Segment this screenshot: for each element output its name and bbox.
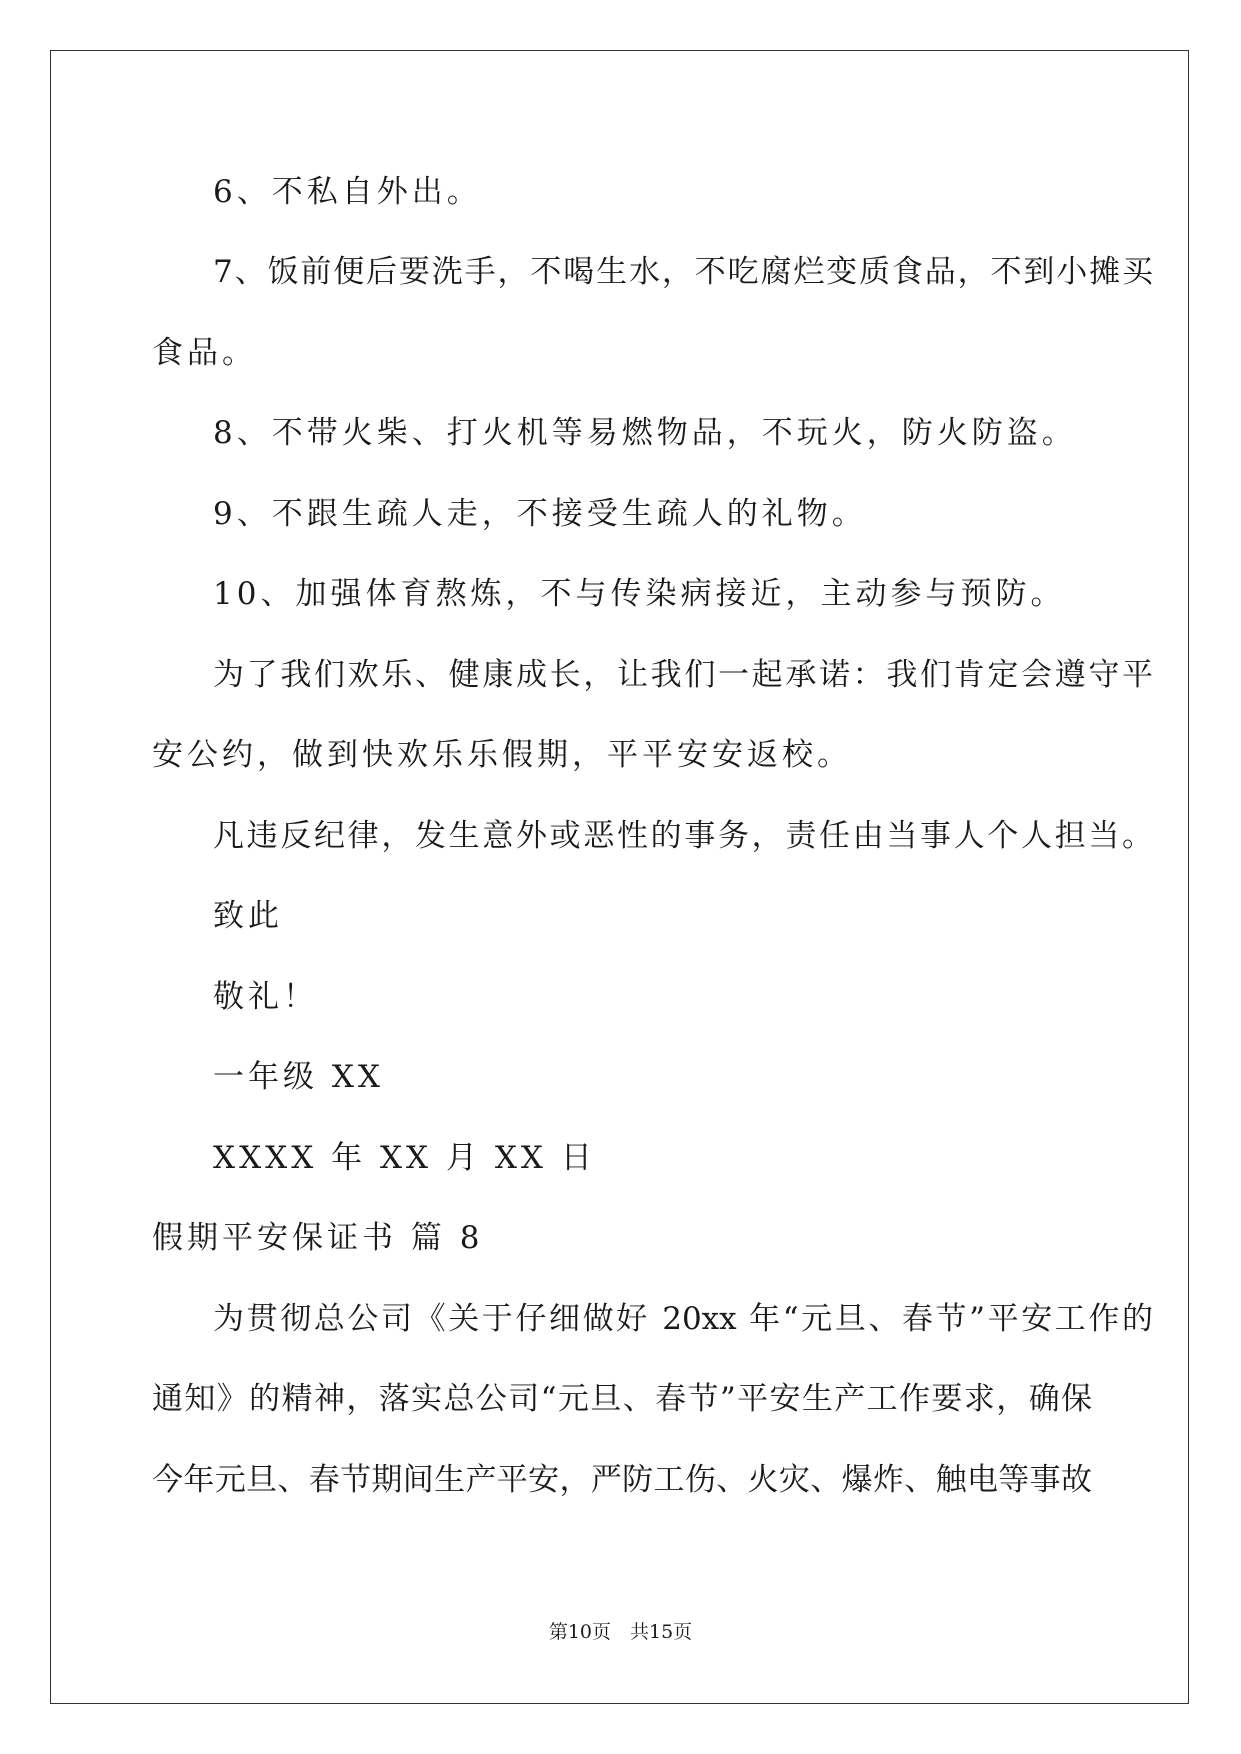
paragraph-line: 食品。: [152, 335, 257, 371]
paragraph-line: 为贯彻总公司《关于仔细做好 20xx 年“元旦、春节”平安工作的: [213, 1301, 1153, 1337]
paragraph-line: 6、不私自外出。: [213, 174, 482, 210]
salutation-line: 敬礼！: [213, 979, 318, 1015]
closing-line: 致此: [213, 898, 283, 934]
paragraph-line: 9、不跟生疏人走，不接受生疏人的礼物。: [213, 496, 867, 532]
paragraph-line: 8、不带火柴、打火机等易燃物品，不玩火，防火防盗。: [213, 415, 1077, 451]
paragraph-line: 今年元旦、春节期间生产平安，严防工伤、火灾、爆炸、触电等事故: [152, 1462, 1092, 1498]
page-number-footer: 第10页 共15页: [548, 1621, 693, 1643]
paragraph-line: 通知》的精神，落实总公司“元旦、春节”平安生产工作要求，确保: [152, 1381, 1092, 1417]
paragraph-line: 安公约，做到快欢乐乐假期，平平安安返校。: [152, 737, 852, 773]
paragraph-line: 凡违反纪律，发生意外或恶性的事务，责任由当事人个人担当。: [213, 818, 1153, 854]
paragraph-line: 为了我们欢乐、健康成长，让我们一起承诺：我们肯定会遵守平: [213, 657, 1153, 693]
paragraph-line: 10、加强体育熬炼，不与传染病接近，主动参与预防。: [213, 576, 1066, 612]
section-heading: 假期平安保证书 篇 8: [152, 1220, 484, 1256]
date-line: XXXX 年 XX 月 XX 日: [213, 1140, 596, 1176]
page-border: [50, 50, 1189, 1704]
signature-line: 一年级 XX: [213, 1059, 384, 1095]
paragraph-line: 7、饭前便后要洗手，不喝生水，不吃腐烂变质食品，不到小摊买: [213, 254, 1153, 290]
